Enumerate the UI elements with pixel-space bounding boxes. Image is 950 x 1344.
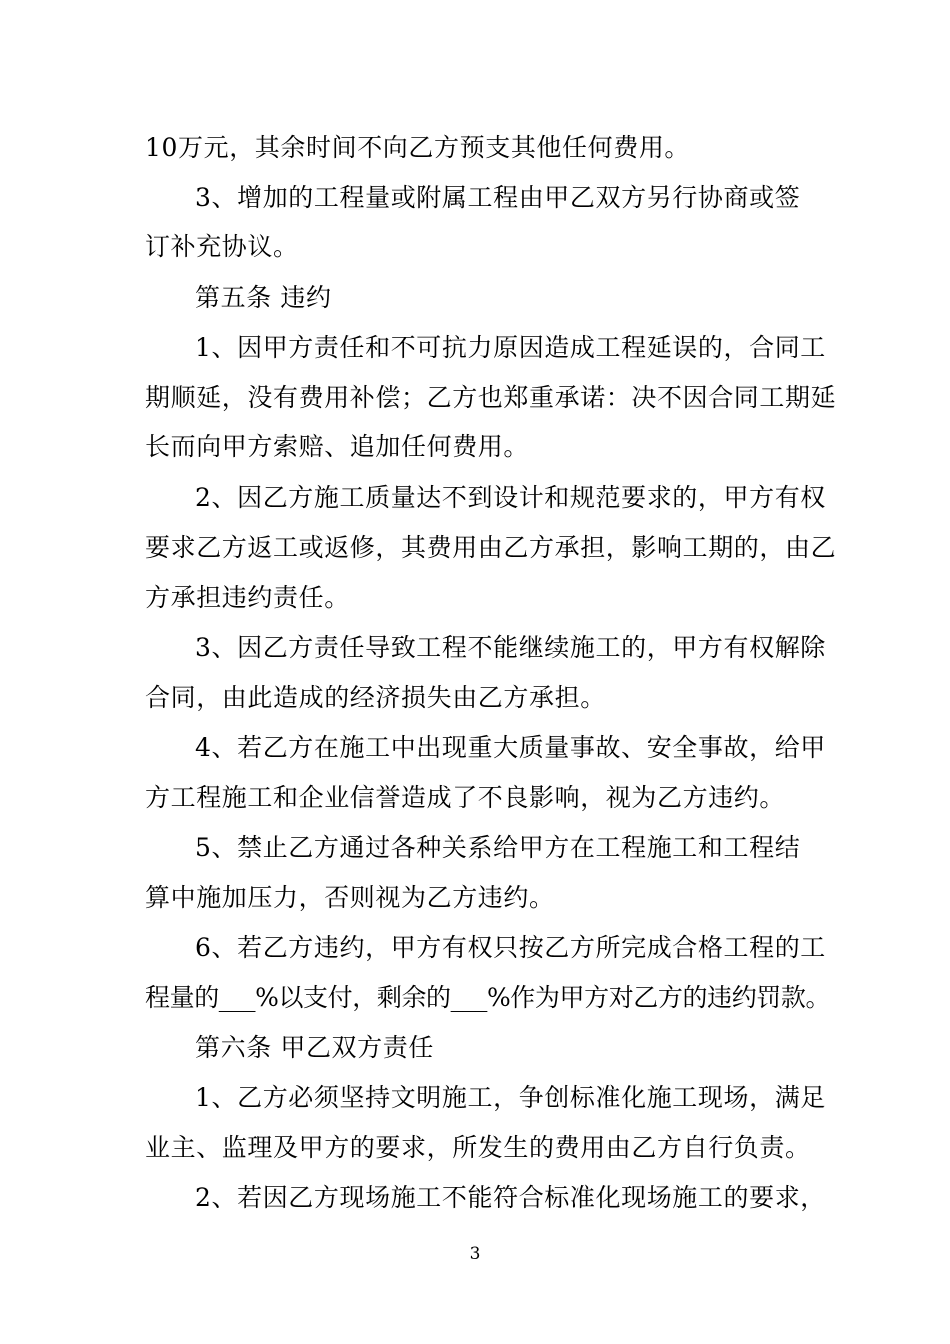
text-line: 5、禁止乙方通过各种关系给甲方在工程施工和工程结 xyxy=(195,833,801,862)
text-line: 1、乙方必须坚持文明施工，争创标准化施工现场，满足 xyxy=(195,1083,826,1112)
text-line: 2、因乙方施工质量达不到设计和规范要求的，甲方有权 xyxy=(195,483,826,512)
text-line: 程量的___%以支付，剩余的___%作为甲方对乙方的违约罚款。 xyxy=(145,983,831,1012)
text-line: 方工程施工和企业信誉造成了不良影响，视为乙方违约。 xyxy=(145,783,786,812)
text-line: 2、若因乙方现场施工不能符合标准化现场施工的要求， xyxy=(195,1183,826,1212)
text-line: 算中施加压力，否则视为乙方违约。 xyxy=(145,883,555,912)
text-line: 3、增加的工程量或附属工程由甲乙双方另行协商或签 xyxy=(195,183,801,212)
text-line: 长而向甲方索赔、追加任何费用。 xyxy=(145,432,530,461)
text-line: 6、若乙方违约，甲方有权只按乙方所完成合格工程的工 xyxy=(195,933,826,962)
text-line: 方承担违约责任。 xyxy=(145,583,350,612)
text-line: 业主、监理及甲方的要求，所发生的费用由乙方自行负责。 xyxy=(145,1133,811,1162)
page-number: 3 xyxy=(469,1244,481,1264)
text-line: 3、因乙方责任导致工程不能继续施工的，甲方有权解除 xyxy=(195,633,826,662)
text-line: 10万元，其余时间不向乙方预支其他任何费用。 xyxy=(145,133,691,162)
text-line: 要求乙方返工或返修，其费用由乙方承担，影响工期的，由乙 xyxy=(145,533,837,562)
text-line: 合同，由此造成的经济损失由乙方承担。 xyxy=(145,683,606,712)
text-line: 订补充协议。 xyxy=(145,232,299,261)
text-line: 期顺延，没有费用补偿；乙方也郑重承诺：决不因合同工期延 xyxy=(145,383,837,412)
text-line: 1、因甲方责任和不可抗力原因造成工程延误的，合同工 xyxy=(195,333,826,362)
section-heading: 第六条 甲乙双方责任 xyxy=(195,1033,434,1062)
text-line: 4、若乙方在施工中出现重大质量事故、安全事故，给甲 xyxy=(195,733,826,762)
section-heading: 第五条 违约 xyxy=(195,283,332,312)
